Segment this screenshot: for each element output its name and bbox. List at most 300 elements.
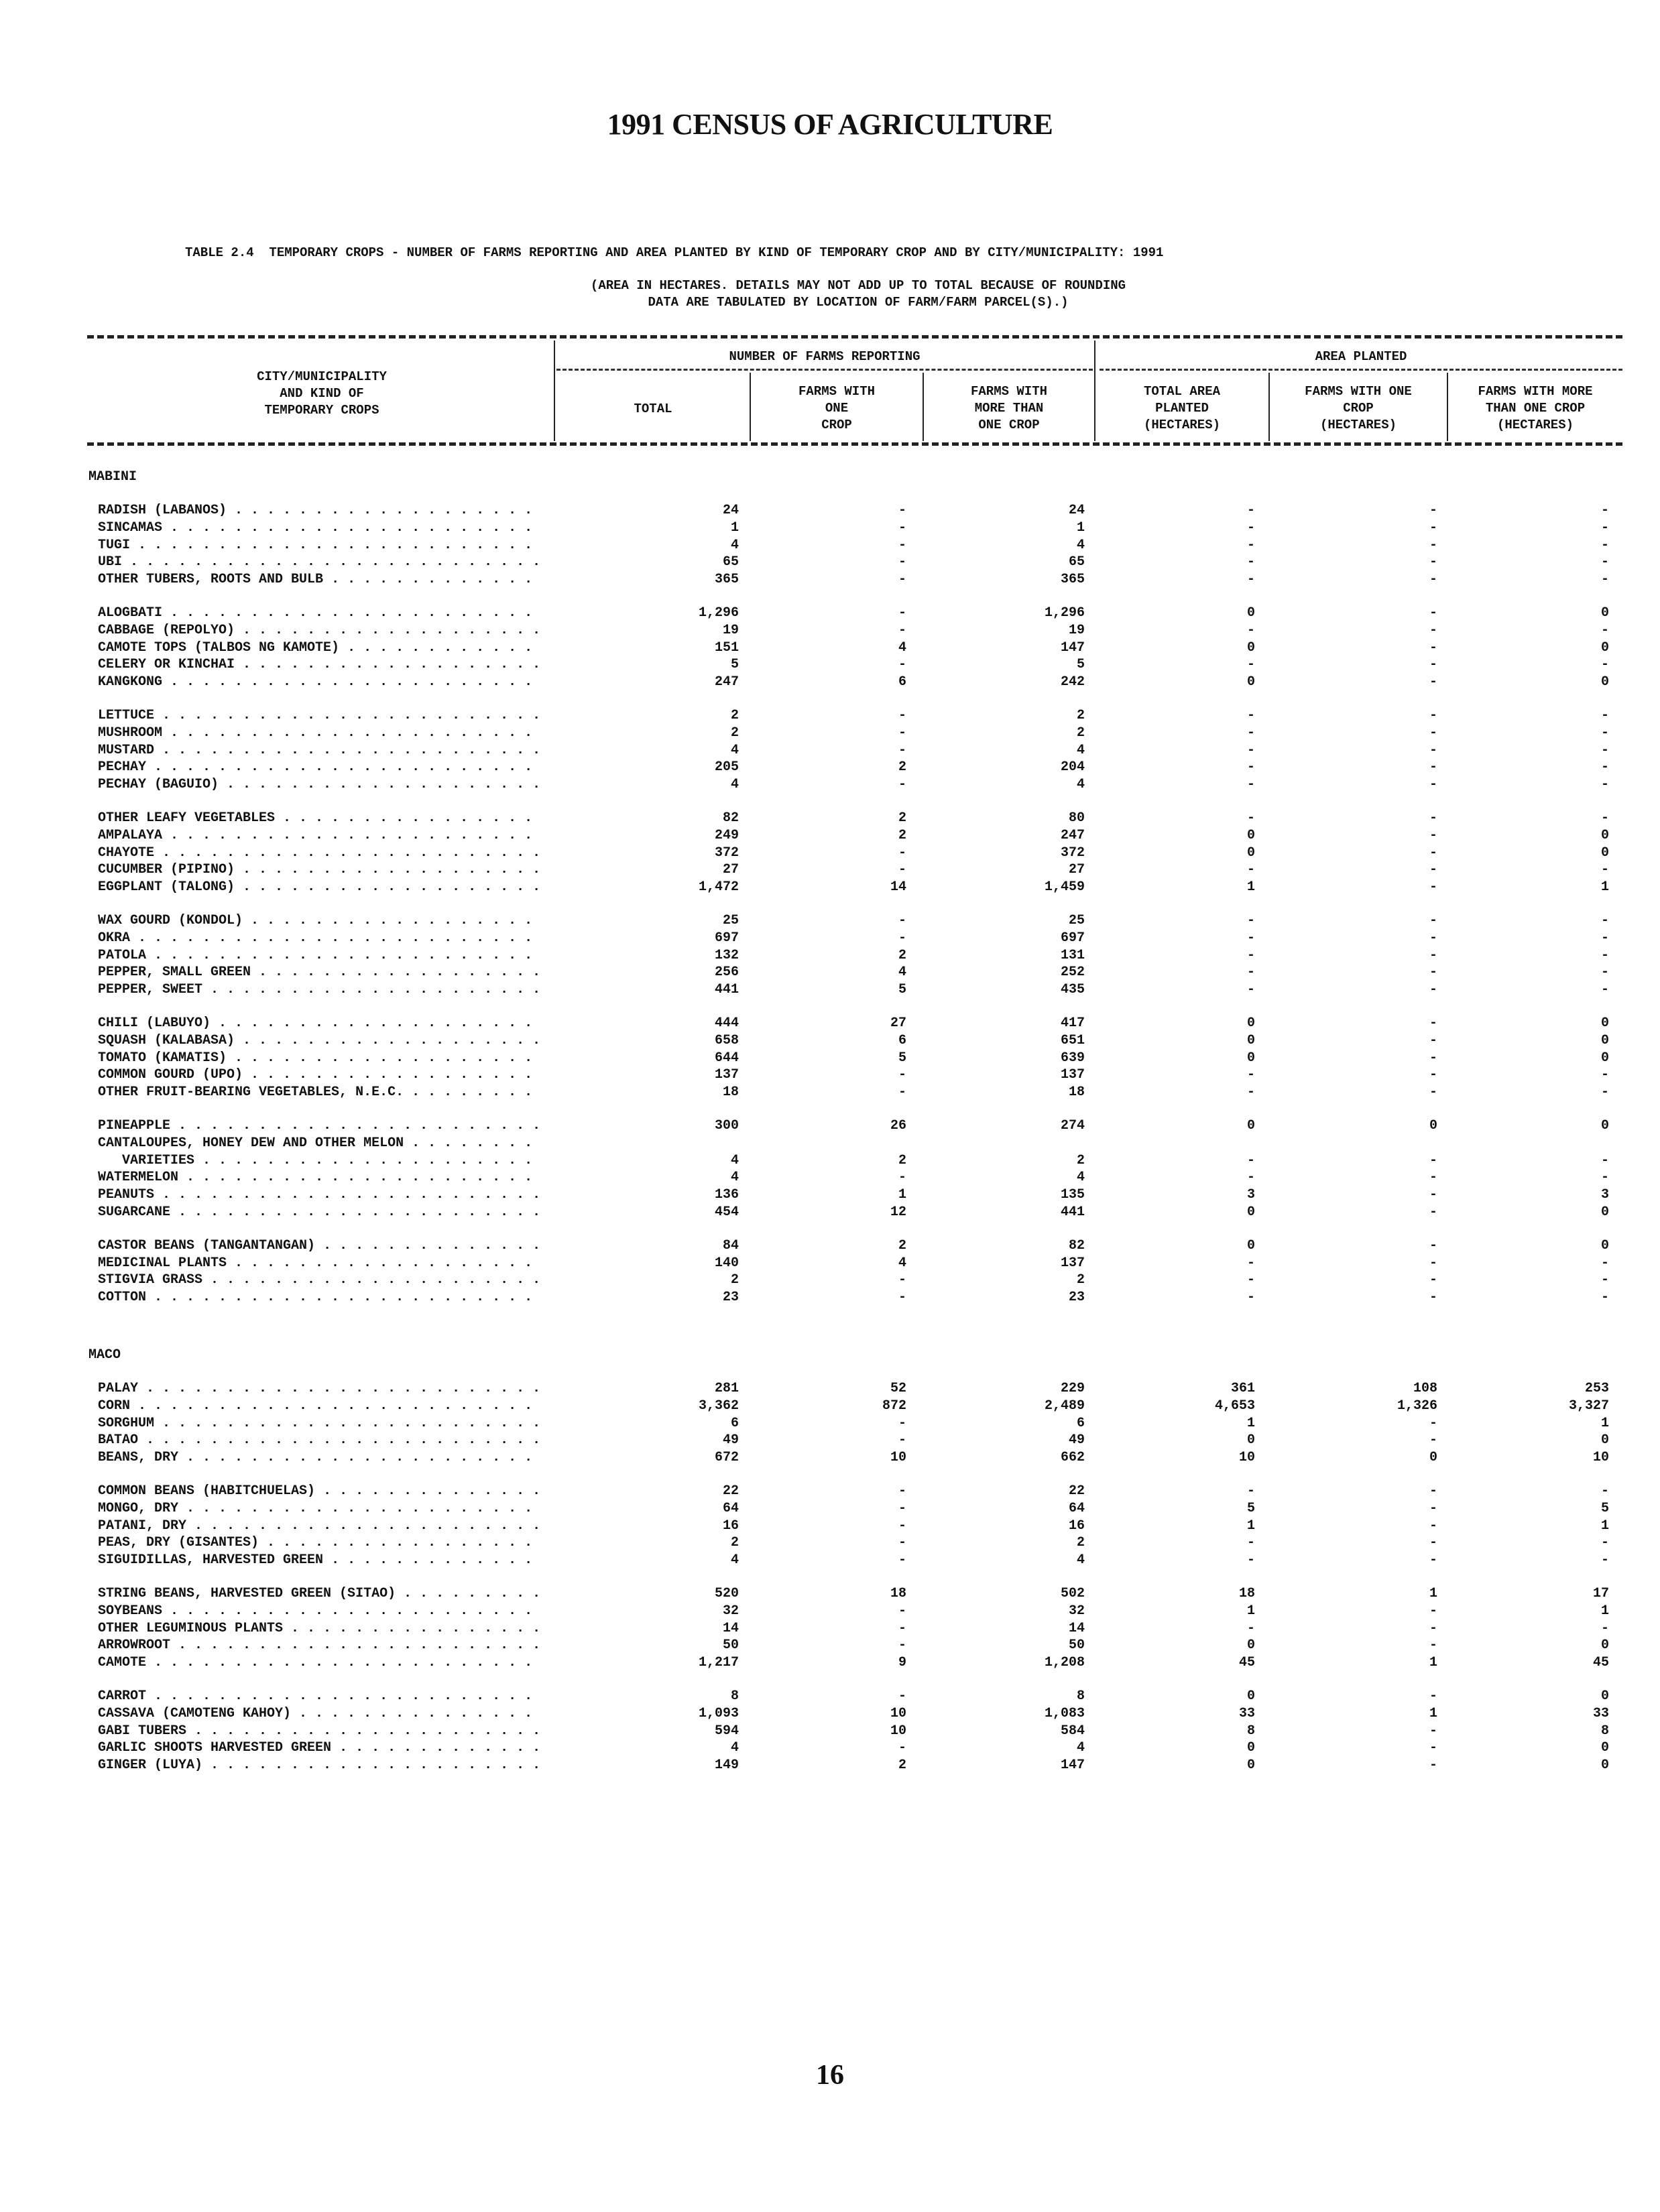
cell-value: - (1600, 982, 1609, 998)
crop-label: PEAS, DRY (GISANTES) . . . (98, 1535, 540, 1550)
cell-value: - (1429, 537, 1437, 553)
cell-value: 147 (1060, 1758, 1085, 1774)
cell-value: 0 (1600, 827, 1609, 843)
cell-value: - (1429, 879, 1437, 896)
cell-value: - (1600, 725, 1609, 741)
cell-value: 1 (1246, 1518, 1255, 1534)
cell-value: 672 (714, 1450, 739, 1466)
cell-value: - (1429, 503, 1437, 518)
cell-value: 1,459 (1044, 879, 1085, 896)
crop-label: SIGUIDILLAS, HARVESTED GREEN . . . (98, 1552, 540, 1568)
table-row (0, 605, 1660, 623)
cell-value: 1 (1600, 1415, 1609, 1431)
table-row (0, 708, 1660, 725)
cell-value: - (1429, 1500, 1437, 1516)
crop-label: ALOGBATI . . . (98, 605, 540, 621)
cell-value: - (1429, 1187, 1437, 1203)
cell-value: 33 (1592, 1705, 1609, 1721)
header-area-total: TOTAL AREA PLANTED (HECTARES) (1143, 384, 1221, 432)
cell-value: - (1600, 862, 1609, 878)
cell-value: 82 (722, 810, 739, 826)
table-row (0, 503, 1660, 520)
cell-value: 25 (722, 913, 739, 928)
note-line-2: DATA ARE TABULATED BY LOCATION OF FARM/FARM PARCEL(S).) (648, 295, 1069, 310)
cell-value: 4 (730, 1552, 739, 1569)
cell-value: 18 (722, 1085, 739, 1101)
cell-value: 18 (1238, 1586, 1255, 1601)
table-row (0, 810, 1660, 828)
cell-value: - (1429, 605, 1437, 621)
cell-value: - (1600, 708, 1609, 723)
cell-value: 27 (890, 1016, 906, 1031)
crop-label: PECHAY (BAGUIO) . . . (98, 777, 540, 792)
cell-value: - (1246, 947, 1255, 963)
cell-value: 1 (730, 519, 739, 536)
cell-value: - (1429, 554, 1437, 570)
cell-value: 441 (714, 982, 739, 998)
crop-label: OKRA . . . (98, 930, 540, 946)
cell-value: - (1429, 1620, 1437, 1636)
cell-value: 417 (1060, 1016, 1085, 1031)
table-row (0, 1416, 1660, 1433)
cell-value: 1 (898, 1187, 906, 1203)
table-row (0, 1552, 1660, 1570)
crop-label: CAMOTE TOPS (TALBOS NG KAMOTE) . . . (98, 640, 540, 656)
cell-value: 6 (898, 674, 906, 690)
crop-label: COMMON BEANS (HABITCHUELAS) . . . (98, 1483, 540, 1499)
cell-value: 1 (1600, 1518, 1609, 1534)
cell-value: 25 (1068, 913, 1085, 928)
table-row (0, 1501, 1660, 1518)
cell-value: 64 (722, 1500, 739, 1516)
table-row (0, 913, 1660, 930)
page-number: 16 (816, 2060, 844, 2091)
cell-value: 697 (714, 930, 739, 946)
cell-value: 19 (1068, 622, 1085, 638)
cell-value: 45 (1592, 1655, 1609, 1671)
cell-value: - (898, 1535, 906, 1551)
cell-value: - (898, 537, 906, 553)
cell-value: 4 (730, 537, 739, 553)
cell-value: 137 (1060, 1255, 1085, 1271)
table-row (0, 777, 1660, 794)
cell-value: - (1429, 725, 1437, 741)
cell-value: 4 (730, 777, 739, 793)
cell-value: 662 (1060, 1450, 1085, 1466)
cell-value: 4 (898, 965, 906, 981)
cell-value: 137 (714, 1067, 739, 1083)
cell-value: - (1600, 965, 1609, 981)
cell-value: - (1429, 930, 1437, 946)
crop-label: AMPALAYA . . . (98, 828, 540, 843)
cell-value: 4 (730, 742, 739, 758)
cell-value: 12 (890, 1205, 906, 1220)
cell-value: 639 (1060, 1050, 1085, 1066)
cell-value: - (1429, 708, 1437, 723)
cell-value: - (1246, 1272, 1255, 1288)
cell-value: 23 (722, 1290, 739, 1306)
crop-label: CARROT . . . (98, 1688, 540, 1704)
cell-value: 65 (722, 554, 739, 570)
cell-value: - (1429, 1723, 1437, 1739)
cell-value: - (1429, 947, 1437, 963)
cell-value: 0 (1600, 1016, 1609, 1031)
cell-value: - (1246, 982, 1255, 998)
table-row (0, 520, 1660, 538)
cell-value: - (1246, 965, 1255, 981)
cell-value: - (1600, 1620, 1609, 1636)
cell-value: 0 (1600, 1050, 1609, 1066)
crop-label: CHAYOTE . . . (98, 845, 540, 861)
header-area-more: FARMS WITH MORE THAN ONE CROP (HECTARES) (1478, 384, 1593, 432)
cell-value: 0 (1246, 674, 1255, 690)
crop-label: WATERMELON . . . (98, 1170, 540, 1185)
cell-value: - (1600, 1483, 1609, 1499)
cell-value: 8 (730, 1688, 739, 1704)
cell-value: 444 (714, 1016, 739, 1031)
cell-value: 5 (1600, 1500, 1609, 1516)
cell-value: - (1429, 1272, 1437, 1288)
cell-value: 5 (898, 982, 906, 998)
cell-value: 18 (890, 1586, 906, 1601)
cell-value: 2 (730, 1535, 739, 1551)
cell-value: - (1429, 1688, 1437, 1704)
cell-value: - (1246, 913, 1255, 928)
cell-value: - (898, 1688, 906, 1704)
cell-value: 3 (1246, 1187, 1255, 1203)
cell-value: 140 (714, 1255, 739, 1271)
cell-value: 6 (898, 1032, 906, 1048)
cell-value: 0 (1600, 674, 1609, 690)
cell-value: 9 (898, 1655, 906, 1671)
cell-value: 4 (1076, 537, 1085, 553)
cell-value: - (898, 572, 906, 588)
cell-value: - (1600, 1085, 1609, 1101)
header-area-one: FARMS WITH ONE CROP (HECTARES) (1305, 384, 1412, 432)
cell-value: - (1246, 1535, 1255, 1551)
note-line-1: (AREA IN HECTARES. DETAILS MAY NOT ADD UP TO TOTAL BECAUSE OF ROUNDING (590, 278, 1126, 293)
cell-value: 435 (1060, 982, 1085, 998)
cell-value: 108 (1413, 1381, 1437, 1396)
cell-value: - (1600, 1552, 1609, 1569)
cell-value: 1,326 (1397, 1398, 1437, 1414)
cell-value: - (898, 1740, 906, 1756)
table-row (0, 1758, 1660, 1775)
table-row (0, 1255, 1660, 1273)
cell-value: 6 (1076, 1415, 1085, 1431)
cell-value: - (1246, 1290, 1255, 1306)
cell-value: 0 (1246, 845, 1255, 861)
cell-value: 520 (714, 1586, 739, 1601)
cell-value: - (898, 1085, 906, 1101)
crop-label: PECHAY . . . (98, 759, 540, 775)
table-row (0, 965, 1660, 982)
cell-value: - (1429, 965, 1437, 981)
cell-value: - (1246, 622, 1255, 638)
table-row (0, 1638, 1660, 1655)
crop-label: CASTOR BEANS (TANGANTANGAN) . . . (98, 1238, 540, 1253)
table-row (0, 948, 1660, 965)
cell-value: 1,083 (1044, 1705, 1085, 1721)
cell-value: - (898, 725, 906, 741)
cell-value: - (1429, 1483, 1437, 1499)
cell-value: 4 (1076, 742, 1085, 758)
cell-value: 16 (722, 1518, 739, 1534)
cell-value: 0 (1246, 1638, 1255, 1654)
cell-value: 0 (1600, 1118, 1609, 1133)
cell-value: 2 (898, 810, 906, 826)
cell-value: 1,472 (698, 879, 739, 896)
cell-value: 24 (722, 503, 739, 518)
cell-value: - (1600, 810, 1609, 826)
cell-value: 2 (898, 1237, 906, 1253)
cell-value: - (898, 605, 906, 621)
cell-value: 0 (1429, 1118, 1437, 1133)
cell-value: - (1246, 810, 1255, 826)
crop-label: CABBAGE (REPOLYO) . . . (98, 623, 540, 638)
table-row (0, 1238, 1660, 1255)
cell-value: 594 (714, 1723, 739, 1739)
stub-divider (554, 341, 555, 441)
crop-label: MEDICINAL PLANTS . . . (98, 1255, 540, 1271)
cell-value: 205 (714, 759, 739, 776)
cell-value: 0 (1600, 1740, 1609, 1756)
table-row (0, 1432, 1660, 1450)
table-row (0, 1033, 1660, 1050)
cell-value: 0 (1600, 605, 1609, 621)
cell-value: 18 (1068, 1085, 1085, 1101)
cell-value: 82 (1068, 1237, 1085, 1253)
cell-value: 2 (1076, 708, 1085, 723)
cell-value: 45 (1238, 1655, 1255, 1671)
cell-value: - (1246, 742, 1255, 758)
cell-value: 4 (1076, 1552, 1085, 1569)
cell-value: 33 (1238, 1705, 1255, 1721)
cell-value: 5 (1246, 1500, 1255, 1516)
cell-value: 50 (1068, 1638, 1085, 1654)
cell-value: - (898, 1518, 906, 1534)
cell-value: - (1246, 1620, 1255, 1636)
cell-value: 136 (714, 1187, 739, 1203)
cell-value: 16 (1068, 1518, 1085, 1534)
crop-label: VARIETIES . . . (98, 1153, 540, 1168)
cell-value: 0 (1246, 1432, 1255, 1449)
cell-value: - (1429, 982, 1437, 998)
table-row (0, 1205, 1660, 1222)
table-row (0, 657, 1660, 674)
table-row (0, 1398, 1660, 1416)
section-title: MACO (88, 1347, 121, 1363)
cell-value: - (898, 1483, 906, 1499)
cell-value: - (1600, 742, 1609, 758)
cell-value: 0 (1246, 1016, 1255, 1031)
crop-label: PATANI, DRY . . . (98, 1518, 540, 1534)
table-caption: TABLE 2.4 TEMPORARY CROPS - NUMBER OF FARMS REPORTING AND AREA PLANTED BY KIND OF TEMPORARY CROP AND BY CITY/MUNICIPALITY: 1991 (185, 245, 1164, 260)
cell-value: 252 (1060, 965, 1085, 981)
cell-value: - (1429, 1603, 1437, 1619)
cell-value: 0 (1246, 1237, 1255, 1253)
cell-value: - (1246, 519, 1255, 536)
cell-value: 0 (1246, 1740, 1255, 1756)
table-row (0, 1688, 1660, 1706)
cell-value: 584 (1060, 1723, 1085, 1739)
cell-value: - (898, 1500, 906, 1516)
cell-value: - (1429, 572, 1437, 588)
table-row (0, 1655, 1660, 1672)
cell-value: 137 (1060, 1067, 1085, 1083)
cell-value: - (1429, 1415, 1437, 1431)
cell-value: 149 (714, 1758, 739, 1774)
cell-value: - (898, 777, 906, 793)
table-row (0, 1135, 1660, 1153)
cell-value: - (1600, 622, 1609, 638)
cell-value: 1 (1429, 1655, 1437, 1671)
cell-value: 658 (714, 1032, 739, 1048)
cell-value: 0 (1246, 1032, 1255, 1048)
crop-label: CHILI (LABUYO) . . . (98, 1016, 540, 1031)
cell-value: 1 (1429, 1705, 1437, 1721)
table-row (0, 725, 1660, 743)
cell-value: - (1246, 1552, 1255, 1569)
cell-value: - (1429, 1638, 1437, 1654)
cell-value: - (1429, 657, 1437, 673)
cell-value: 0 (1600, 1205, 1609, 1220)
table-row (0, 538, 1660, 555)
cell-value: 361 (1230, 1381, 1255, 1396)
cell-value: 10 (1238, 1450, 1255, 1466)
cell-value: - (1600, 1535, 1609, 1551)
cell-value: 2 (898, 759, 906, 776)
cell-value: 2 (898, 1758, 906, 1774)
table-row (0, 640, 1660, 658)
crop-label: GARLIC SHOOTS HARVESTED GREEN . . . (98, 1740, 540, 1756)
cell-value: 19 (722, 622, 739, 638)
table-row (0, 674, 1660, 692)
cell-value: 365 (1060, 572, 1085, 588)
crop-label: OTHER TUBERS, ROOTS AND BULB . . . (98, 572, 540, 587)
cell-value: - (1246, 1152, 1255, 1168)
cell-value: 26 (890, 1118, 906, 1133)
cell-value: 4 (730, 1170, 739, 1186)
crop-label: SUGARCANE . . . (98, 1205, 540, 1220)
cell-value: - (1429, 1740, 1437, 1756)
table-row (0, 1050, 1660, 1068)
crop-label: COTTON . . . (98, 1290, 540, 1305)
cell-value: - (1246, 862, 1255, 878)
cell-value: - (1429, 810, 1437, 826)
cell-value: 1 (1600, 1603, 1609, 1619)
cell-value: - (1246, 503, 1255, 518)
cell-value: 14 (890, 879, 906, 896)
cell-value: 3,362 (698, 1398, 739, 1414)
header-total: TOTAL (634, 402, 672, 416)
cell-value: - (1429, 1152, 1437, 1168)
cell-value: - (898, 1620, 906, 1636)
cell-value: 0 (1246, 1758, 1255, 1774)
cell-value: 65 (1068, 554, 1085, 570)
table-row (0, 982, 1660, 999)
cell-value: - (1429, 622, 1437, 638)
cell-value: 17 (1592, 1586, 1609, 1601)
cell-value: 2 (730, 708, 739, 723)
cell-value: 64 (1068, 1500, 1085, 1516)
crop-label: SINCAMAS . . . (98, 520, 540, 536)
cell-value: - (1600, 537, 1609, 553)
cell-value: 4 (898, 639, 906, 656)
crop-label: CANTALOUPES, HONEY DEW AND OTHER MELON . . . (98, 1135, 540, 1151)
cell-value: - (1600, 930, 1609, 946)
cell-value: 4 (730, 1152, 739, 1168)
header-top-rule (87, 335, 1622, 339)
cell-value: - (1246, 1483, 1255, 1499)
cell-value: - (898, 503, 906, 518)
cell-value: 27 (722, 862, 739, 878)
table-row (0, 1621, 1660, 1638)
cell-value: 0 (1600, 1432, 1609, 1449)
cell-value: 0 (1429, 1450, 1437, 1466)
cell-value: 0 (1600, 1237, 1609, 1253)
table-row (0, 743, 1660, 760)
cell-value: - (1246, 1085, 1255, 1101)
cell-value: - (1246, 537, 1255, 553)
table-row (0, 1187, 1660, 1205)
cell-value: 300 (714, 1118, 739, 1133)
cell-value: 0 (1246, 1688, 1255, 1704)
crop-label: STIGVIA GRASS . . . (98, 1272, 540, 1288)
cell-value: - (898, 622, 906, 638)
crop-label: COMMON GOURD (UPO) . . . (98, 1067, 540, 1083)
crop-label: BEANS, DRY . . . (98, 1450, 540, 1465)
table-row (0, 1067, 1660, 1085)
cell-value: 52 (890, 1381, 906, 1396)
cell-value: 0 (1600, 845, 1609, 861)
cell-value: 2 (1076, 1152, 1085, 1168)
crop-label: UBI . . . (98, 554, 540, 570)
crop-label: CELERY OR KINCHAI . . . (98, 657, 540, 672)
crop-label: GINGER (LUYA) . . . (98, 1758, 540, 1773)
cell-value: 32 (722, 1603, 739, 1619)
cell-value: 4 (730, 1740, 739, 1756)
cell-value: - (1429, 1552, 1437, 1569)
cell-value: - (1600, 554, 1609, 570)
cell-value: 132 (714, 947, 739, 963)
header-farms-group: NUMBER OF FARMS REPORTING (729, 349, 921, 364)
crop-label: WAX GOURD (KONDOL) . . . (98, 913, 540, 928)
crop-label: PATOLA . . . (98, 948, 540, 963)
table-row (0, 1586, 1660, 1603)
cell-value: 10 (890, 1705, 906, 1721)
crop-label: SQUASH (KALABASA) . . . (98, 1033, 540, 1048)
cell-value: 1,093 (698, 1705, 739, 1721)
cell-value: 365 (714, 572, 739, 588)
cell-value: - (1600, 1067, 1609, 1083)
cell-value: - (1429, 1758, 1437, 1774)
cell-value: 0 (1246, 1205, 1255, 1220)
cell-value: - (1429, 1170, 1437, 1186)
crop-label: TUGI . . . (98, 538, 540, 553)
header-stub: CITY/MUNICIPALITY AND KIND OF TEMPORARY CROPS (257, 369, 387, 418)
cell-value: 249 (714, 827, 739, 843)
cell-value: 1 (1246, 1603, 1255, 1619)
cell-value: - (1246, 657, 1255, 673)
cell-value: - (1600, 1255, 1609, 1271)
cell-value: 0 (1600, 1638, 1609, 1654)
table-row (0, 623, 1660, 640)
crop-label: PALAY . . . (98, 1381, 540, 1396)
section-title: MABINI (88, 469, 137, 485)
table-row (0, 1153, 1660, 1170)
cell-value: - (898, 1272, 906, 1288)
